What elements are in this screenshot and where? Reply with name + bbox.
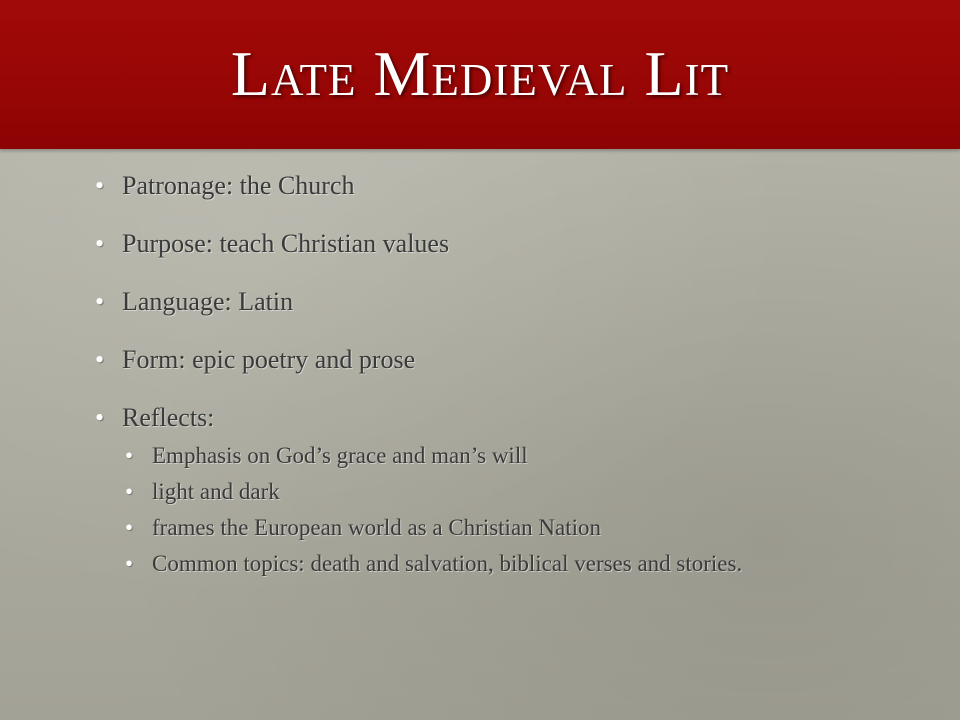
bullet-item-language: [95, 284, 815, 320]
bullet-item-form: [95, 342, 815, 378]
bullet-icon: •: [95, 287, 105, 316]
title-bar: [0, 0, 960, 149]
sub-bullet-text: frames the European world as a Christian Nation: [152, 515, 602, 540]
bullet-icon: •: [95, 345, 105, 374]
sub-bullet-item-light-dark: [125, 478, 815, 505]
sub-bullet-list: [95, 442, 815, 577]
sub-bullet-item-common-topics: [125, 550, 815, 577]
bullet-item-patronage: [95, 168, 815, 204]
sub-bullet-icon: •: [125, 479, 134, 504]
sub-bullet-text: Emphasis on God’s grace and man’s will: [152, 443, 528, 468]
sub-bullet-icon: •: [125, 515, 134, 540]
bullet-list: [95, 168, 815, 586]
sub-bullet-text: light and dark: [152, 479, 280, 504]
bullet-text: Language: Latin: [122, 287, 294, 316]
bullet-item-purpose: [95, 226, 815, 262]
bullet-item-reflects: [95, 400, 815, 436]
bullet-text: Reflects:: [122, 403, 215, 432]
sub-bullet-item-frames: [125, 514, 815, 541]
bullet-icon: •: [95, 403, 105, 432]
bullet-text: Patronage: the Church: [122, 171, 355, 200]
sub-bullet-icon: •: [125, 551, 134, 576]
sub-bullet-text: Common topics: death and salvation, biblical verses and stories.: [152, 551, 743, 576]
sub-bullet-item-emphasis: [125, 442, 815, 469]
bullet-icon: •: [95, 229, 105, 258]
bullet-text: Purpose: teach Christian values: [122, 229, 450, 258]
bullet-text: Form: epic poetry and prose: [122, 345, 416, 374]
sub-bullet-icon: •: [125, 443, 134, 468]
slide-title: Late Medieval Lit: [230, 38, 730, 109]
bullet-icon: •: [95, 171, 105, 200]
